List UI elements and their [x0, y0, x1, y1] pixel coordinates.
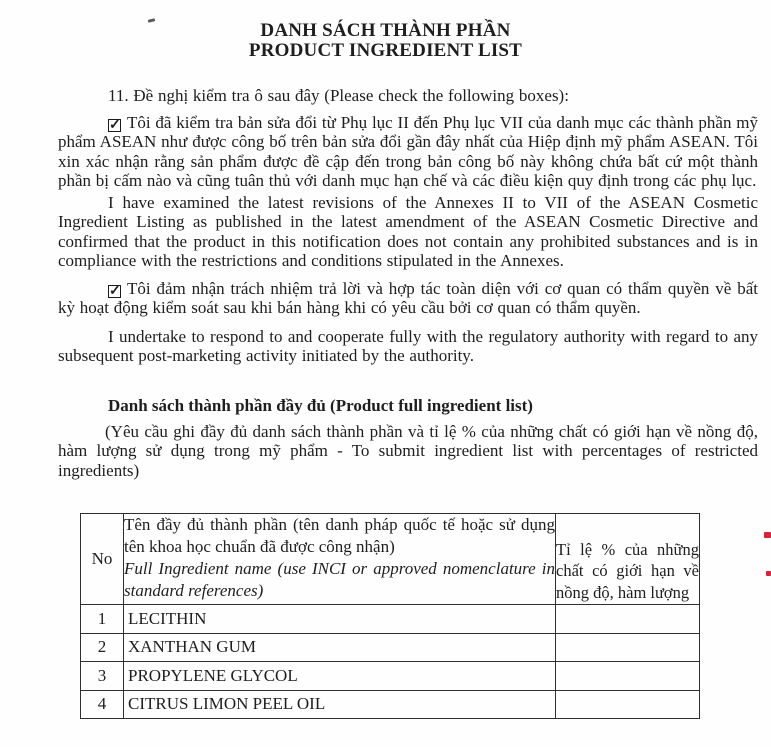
- row-number: 3: [81, 662, 124, 691]
- checkbox-checked-icon: ✓: [109, 283, 121, 299]
- ingredient-list-section-heading: Danh sách thành phần đầy đủ (Product full ingredient list): [108, 395, 533, 415]
- red-ink-speck: [764, 532, 771, 538]
- column-header-percent-text: Tỉ lệ % của những chất có giới hạn về nồng độ, hàm lượng: [556, 539, 699, 603]
- page-title-english: PRODUCT INGREDIENT LIST: [248, 40, 523, 61]
- red-ink-speck: [766, 571, 771, 576]
- table-row: [81, 662, 700, 691]
- declaration-2-text-en: I undertake to respond to and cooperate fully with the regulatory authority with regard to any subsequent post-marketing activity initiated by the authority.: [58, 326, 758, 365]
- table-row: [81, 690, 700, 719]
- page-title-vietnamese: DANH SÁCH THÀNH PHẦN: [260, 20, 511, 41]
- column-header-name-vi: Tên đầy đủ thành phần (tên danh pháp quốc tế hoặc sử dụng tên khoa học chuẩn đã được công nhận): [124, 515, 555, 556]
- ingredient-name: LECITHIN: [124, 605, 556, 634]
- percent-cell: [556, 690, 700, 719]
- table-row: [81, 633, 700, 662]
- column-header-name-en: Full Ingredient name (use INCI or approved nomenclature in standard references): [124, 559, 555, 600]
- row-number: 1: [81, 605, 124, 634]
- table-row: [81, 605, 700, 634]
- ingredient-list-note: (Yêu cầu ghi đầy đủ danh sách thành phần và tỉ lệ % của những chất có giới hạn về nồng độ, hàm lượng sử dụng trong mỹ phẩm - To submit ingredient list with percentages of restricted ingredients): [58, 421, 758, 480]
- row-number: 2: [81, 633, 124, 662]
- column-header-no: No: [81, 514, 124, 605]
- document-body: [58, 86, 758, 719]
- table-header-row: [81, 514, 700, 605]
- checkbox-checked-icon: ✓: [109, 117, 121, 133]
- declaration-2-text-vi: Tôi đảm nhận trách nhiệm trả lời và hợp tác toàn diện với cơ quan có thẩm quyền về bất kỳ hoạt động kiểm soát sau khi bán hàng khi có yêu cầu bởi cơ quan có thẩm quyền.: [58, 278, 758, 317]
- item-11-instruction: 11. Đề nghị kiểm tra ô sau đây (Please check the following boxes):: [108, 86, 569, 105]
- declaration-1-paragraph: [58, 113, 758, 191]
- declaration-1-text-en: I have examined the latest revisions of the Annexes II to VII of the ASEAN Cosmetic Ingredient Listing as published in the latest amendment of the ASEAN Cosmetic Directive and confirmed that the product in this notification does not contain any prohibited substances and is in compliance with the restrictions and conditions stipulated in the Annexes.: [58, 192, 758, 270]
- column-header-percent: [556, 514, 700, 605]
- ingredient-name: CITRUS LIMON PEEL OIL: [124, 690, 556, 719]
- ingredient-name: PROPYLENE GLYCOL: [124, 662, 556, 691]
- row-number: 4: [81, 690, 124, 719]
- page-title: [0, 0, 771, 61]
- ingredient-name: XANTHAN GUM: [124, 633, 556, 662]
- percent-cell: [556, 605, 700, 634]
- percent-cell: [556, 633, 700, 662]
- declaration-2-paragraph: [58, 279, 758, 318]
- declaration-1-text-vi: Tôi đã kiểm tra bản sửa đổi từ Phụ lục II đến Phụ lục VII của danh mục các thành phần mỹ phẩm ASEAN như được công bố trên bản sửa đổi gần đây nhất của Hiệp định mỹ phẩm ASEAN. Tôi xin xác nhận rằng sản phẩm được đề cập đến trong bản công bố này không chứa bất cứ một thành phần bị cấm nào và cũng tuân thủ với danh mục hạn chế và các điều kiện quy định trong các phụ lục.: [58, 112, 758, 190]
- ingredient-table: [80, 513, 700, 719]
- column-header-ingredient-name: [124, 514, 556, 605]
- percent-cell: [556, 662, 700, 691]
